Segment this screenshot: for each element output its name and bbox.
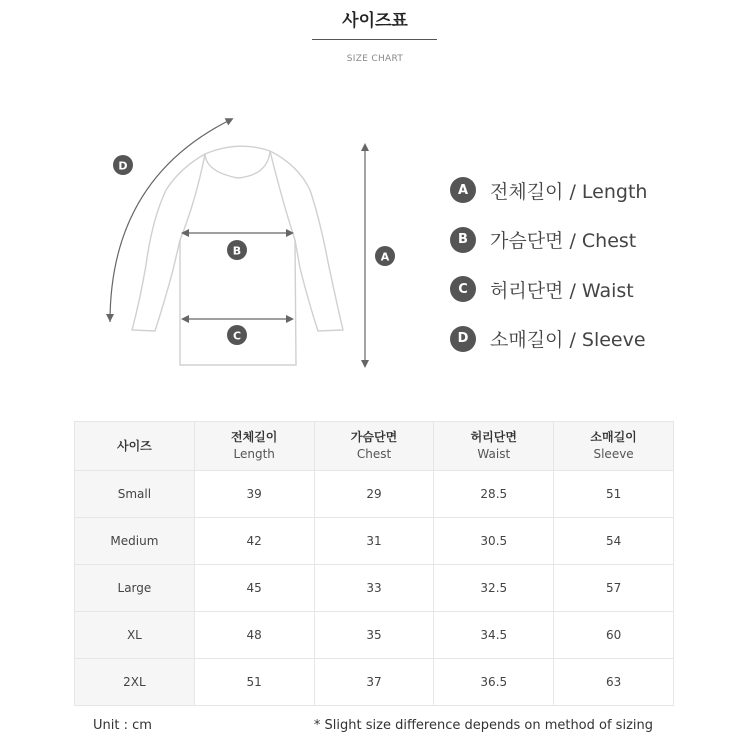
table-row — [75, 612, 674, 659]
sleeve-cell: 60 — [554, 612, 674, 659]
size-cell: 2XL — [75, 659, 195, 706]
legend-label-chest: 가슴단면 / Chest — [490, 230, 637, 252]
header-chest: 가슴단면 Chest — [314, 422, 434, 471]
unit-label: Unit : cm — [93, 718, 152, 733]
legend-item-sleeve — [450, 324, 647, 354]
size-cell: Large — [75, 565, 195, 612]
length-cell: 48 — [194, 612, 314, 659]
header-waist: 허리단면 Waist — [434, 422, 554, 471]
header-length: 전체길이 Length — [194, 422, 314, 471]
marker-a — [375, 246, 395, 266]
header-size: 사이즈 — [75, 422, 195, 471]
svg-text:A: A — [380, 250, 390, 264]
marker-b — [227, 240, 247, 260]
legend-badge-a: A — [450, 177, 476, 203]
legend-item-waist — [450, 274, 647, 304]
legend-badge-c: C — [450, 276, 476, 302]
legend-item-length — [450, 175, 647, 205]
table-row — [75, 518, 674, 565]
chest-cell: 31 — [314, 518, 434, 565]
sleeve-arc-arrow — [110, 120, 230, 322]
waist-cell: 30.5 — [434, 518, 554, 565]
legend-label-sleeve: 소매길이 / Sleeve — [490, 329, 646, 351]
size-cell: XL — [75, 612, 195, 659]
svg-text:C: C — [232, 329, 242, 343]
legend-label-length: 전체길이 / Length — [490, 180, 648, 203]
sleeve-cell: 54 — [554, 518, 674, 565]
length-cell: 51 — [194, 659, 314, 706]
marker-c — [227, 325, 247, 345]
length-cell: 39 — [194, 471, 314, 518]
table-row — [75, 471, 674, 518]
page-subtitle: SIZE CHART — [346, 54, 404, 64]
table-header-row — [75, 422, 674, 471]
legend-label-waist: 허리단면 / Waist — [490, 279, 634, 302]
waist-cell: 32.5 — [434, 565, 554, 612]
waist-cell: 34.5 — [434, 612, 554, 659]
header-sleeve: 소매길이 Sleeve — [554, 422, 674, 471]
legend-item-chest — [450, 225, 647, 255]
sizing-note: * Slight size difference depends on method of sizing — [313, 718, 653, 733]
chest-cell: 29 — [314, 471, 434, 518]
length-cell: 42 — [194, 518, 314, 565]
chest-cell: 33 — [314, 565, 434, 612]
size-cell: Small — [75, 471, 195, 518]
waist-cell: 28.5 — [434, 471, 554, 518]
chest-cell: 37 — [314, 659, 434, 706]
waist-cell: 36.5 — [434, 659, 554, 706]
length-cell: 45 — [194, 565, 314, 612]
chest-cell: 35 — [314, 612, 434, 659]
size-cell: Medium — [75, 518, 195, 565]
sleeve-cell: 63 — [554, 659, 674, 706]
sleeve-cell: 57 — [554, 565, 674, 612]
legend-badge-d: D — [450, 326, 476, 352]
table-row — [75, 565, 674, 612]
marker-d — [113, 155, 133, 175]
table-row — [75, 659, 674, 706]
page-title: 사이즈표 — [342, 11, 408, 31]
svg-text:D: D — [118, 159, 128, 173]
svg-text:B: B — [232, 244, 242, 258]
measurement-legend — [450, 175, 647, 373]
sleeve-cell: 51 — [554, 471, 674, 518]
legend-badge-b: B — [450, 227, 476, 253]
size-table — [74, 421, 674, 706]
